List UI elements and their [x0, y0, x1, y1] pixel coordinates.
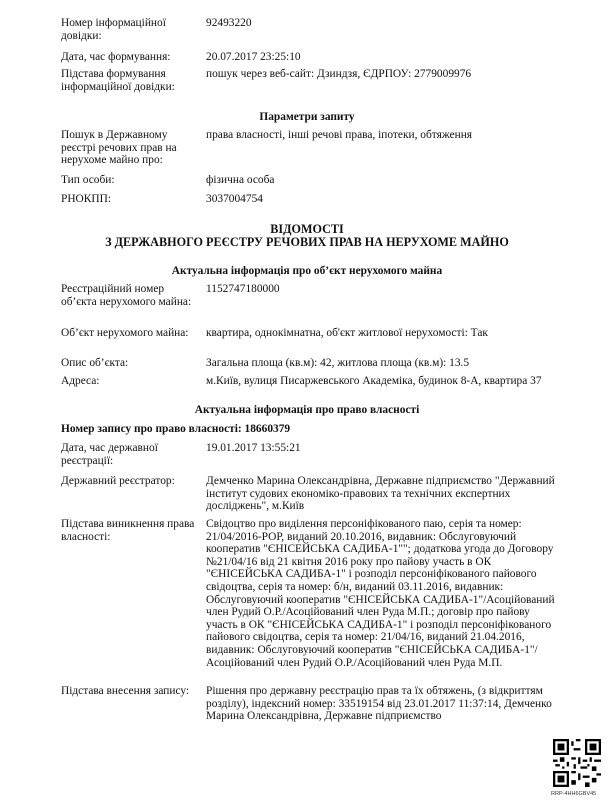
registrar-value: Демченко Марина Олександрівна, Державне підприємство "Державний інститут судових економіко-правових та технічних експертних досліджень", м.Київ [206, 475, 555, 513]
doc-title-line1: ВІДОМОСТІ [270, 222, 344, 236]
origin-label: Підстава виникнення права власності: [61, 518, 195, 543]
entry-value: Рішення про державну реєстрацію прав та їх обтяжень, (з відкриттям розділу), індексний номер: 33519154 від 23.01.2017 11:37:14, Демченко Марина Олександрівна, Державне підприємство [206, 685, 552, 723]
address-value: м.Київ, вулиця Писаржевського Академіка, будинок 8-А, квартира 37 [206, 375, 542, 387]
entry-label: Підстава внесення запису: [61, 685, 190, 697]
reg-no-value: 1152747180000 [206, 283, 280, 295]
object-label: Об’єкт нерухомого майна: [61, 327, 189, 339]
desc-label: Опис об’єкта: [61, 357, 129, 369]
object-value: квартира, однокімнатна, об'єкт житлової нерухомості: Так [206, 327, 488, 339]
datetime-label: Дата, час формування: [61, 51, 171, 63]
origin-value: Свідоцтво про виділення персоніфікованого паю, серія та номер: 21/04/2016-РОР, виданий 20.10.2016, видавник: Обслуговуючий кооператив "ЄНІСЕЙСЬКА САДИБА-1""; додаткова угода до Договору №21/04/16 від 21 квітня 2016 року про пайову участь в ОК "ЄНІСЕЙСЬКА САДИБА-1" і розподіл персоніфікованого пайового свідоцтва, серія та номер: б/н, виданий 03.11.2016, видавник: Обслуговуючий кооператив "ЄНІСЕЙСЬКА САДИБА-1"/Асоційований член Рудий О.Р./Асоційований член Руда М.П.; договір про пайову участь в ОК "ЄНІСЕЙСЬКА САДИБА-1" і розподіл персоніфікованого пайового свідоцтва, серія та номер: 21/04/16, виданий 21.04.2016, видавник: Обслуговуючий кооператив "ЄНІСЕЙСЬКА САДИБА-1"/Асоційований член Рудий О.Р./Асоційований член Руда М.П. [206, 518, 555, 669]
address-label: Адреса: [61, 375, 100, 387]
ownership-heading: Актуальна інформація про право власності [194, 404, 420, 416]
ref-no-label: Номер інформаційної довідки: [61, 17, 166, 42]
reg-date-value: 19.01.2017 13:55:21 [206, 442, 301, 454]
property-heading: Актуальна інформація про об’єкт нерухомого майна [171, 265, 443, 277]
registrar-label: Державний реєстратор: [61, 475, 175, 487]
search-value: права власності, інші речові права, іпотеки, обтяження [206, 129, 473, 141]
query-heading: Параметри запиту [259, 111, 355, 123]
desc-value: Загальна площа (кв.м): 42, житлова площа (кв.м): 13.5 [206, 357, 470, 369]
doc-title-line2: З ДЕРЖАВНОГО РЕЄСТРУ РЕЧОВИХ ПРАВ НА НЕРУХОМЕ МАЙНО [105, 235, 509, 249]
person-type-value: фізична особа [206, 174, 275, 186]
qr-code-text: RRP-4HH6GBV45 [551, 791, 597, 797]
record-number: Номер запису про право власності: 18660379 [61, 423, 291, 435]
reg-date-label: Дата, час державної реєстрації: [61, 442, 158, 467]
qr-code-icon [553, 739, 601, 787]
basis-label: Підстава формування інформаційної довідки: [61, 68, 175, 93]
person-type-label: Тип особи: [61, 174, 115, 186]
reg-no-label: Реєстраційний номер об’єкта нерухомого майна: [61, 283, 192, 308]
datetime-value: 20.07.2017 23:25:10 [206, 51, 301, 63]
rnokpp-label: РНОКПП: [61, 193, 112, 205]
search-label: Пошук в Державному реєстрі речових прав на нерухоме майно про: [61, 129, 177, 167]
basis-value: пошук через веб-сайт: Дзиндзя, ЄДРПОУ: 2779009976 [206, 68, 472, 80]
ref-no-value: 92493220 [206, 17, 252, 29]
rnokpp-value: 3037004754 [206, 193, 263, 205]
